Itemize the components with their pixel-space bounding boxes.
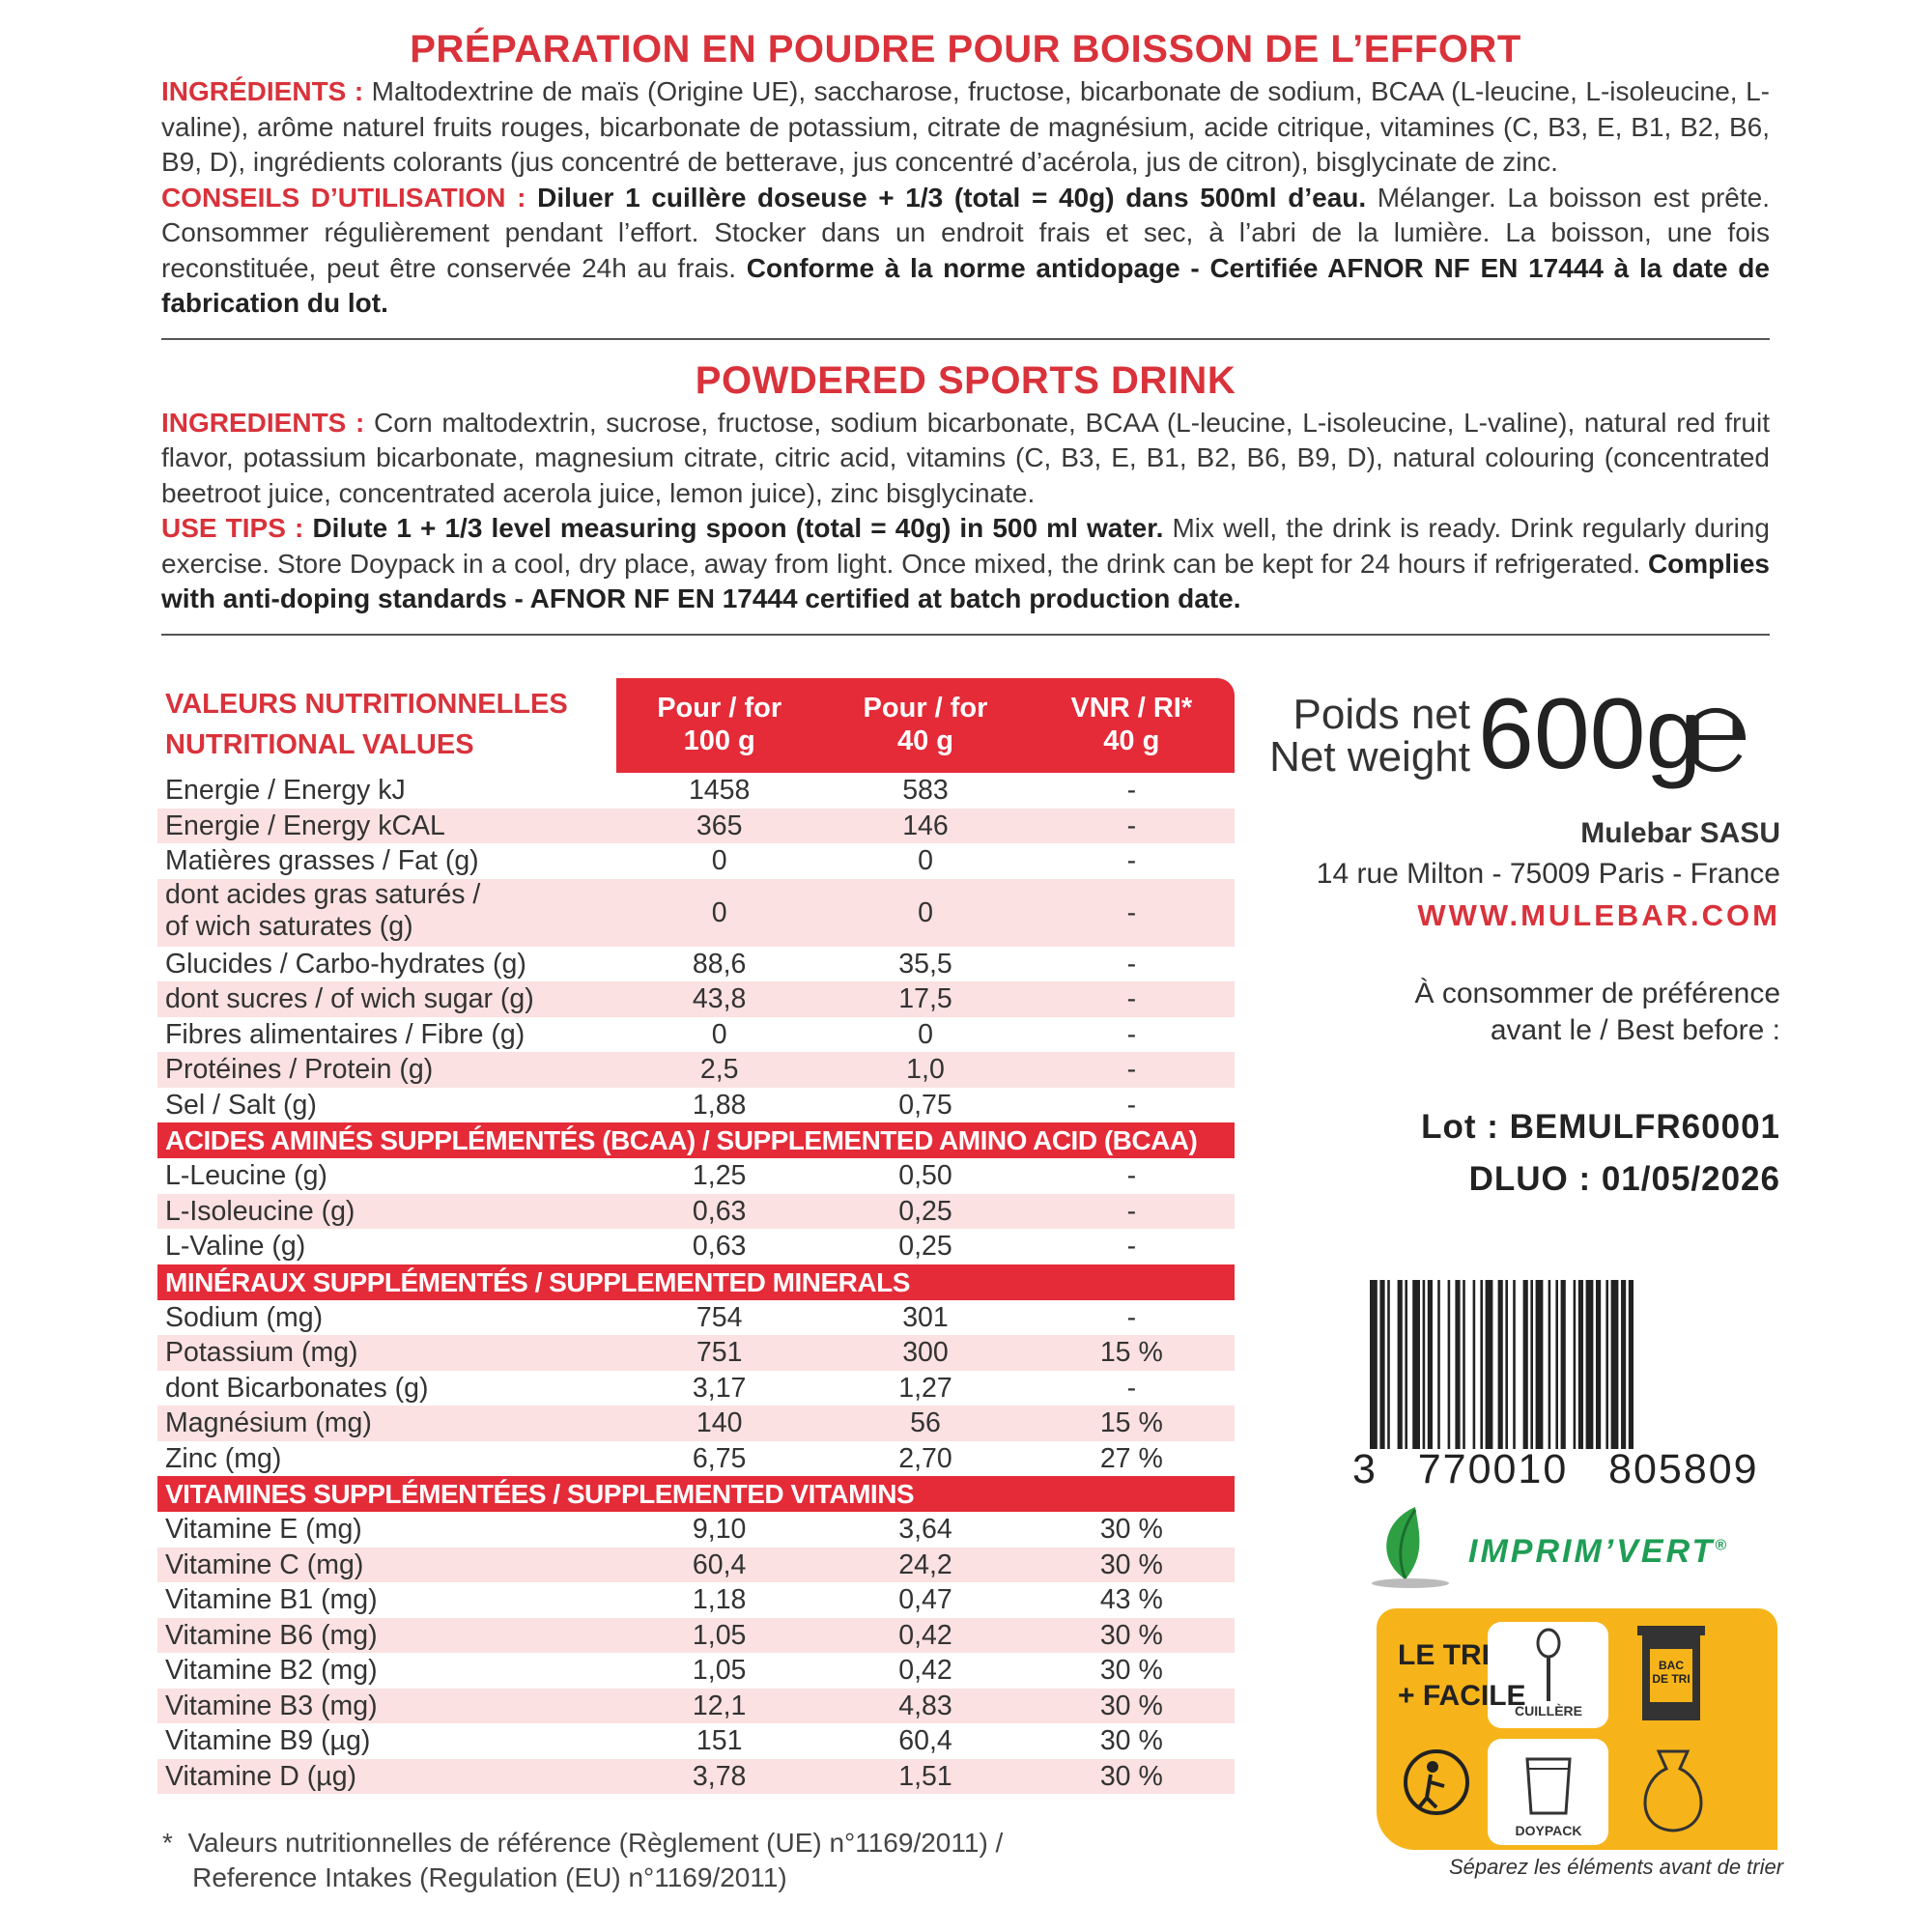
row-value-b: 0,47 xyxy=(898,1584,952,1615)
row-value-a: 60,4 xyxy=(692,1548,747,1580)
company-address: 14 rue Milton - 75009 Paris - France xyxy=(1316,858,1780,890)
lot-number: Lot : BEMULFR60001 xyxy=(1421,1108,1780,1146)
row-value-a: 1,18 xyxy=(692,1584,747,1615)
row-value-a: 1458 xyxy=(688,775,751,806)
row-label: Energie / Energy kJ xyxy=(165,775,406,806)
row-value-a: 754 xyxy=(696,1301,743,1333)
row-value-a: 151 xyxy=(696,1725,743,1756)
table-row xyxy=(157,1512,1235,1548)
table-row xyxy=(157,1618,1235,1654)
table-row xyxy=(157,947,1235,982)
row-value-a: 365 xyxy=(696,810,743,841)
row-value-a: 0 xyxy=(711,845,727,876)
bcaa-rows xyxy=(157,1158,1235,1264)
row-value-b: 146 xyxy=(902,810,949,841)
english-title: POWDERED SPORTS DRINK xyxy=(695,358,1236,402)
row-value-a: 1,88 xyxy=(692,1089,747,1121)
row-value-a: 140 xyxy=(696,1407,743,1438)
net-weight xyxy=(1256,666,1782,798)
row-value-a: 1,25 xyxy=(692,1160,747,1191)
row-label: dont acides gras saturés / of wich saturates (g) xyxy=(165,878,481,942)
dluo-date: DLUO : 01/05/2026 xyxy=(1468,1160,1780,1198)
row-value-c: 30 % xyxy=(1099,1760,1163,1792)
net-weight-label: Poids net Net weight xyxy=(1269,691,1470,781)
row-value-c: 30 % xyxy=(1099,1619,1163,1651)
table-row xyxy=(157,1371,1235,1406)
imprim-vert-logo: IMPRIM’VERT® xyxy=(1367,1502,1773,1589)
label-text-area xyxy=(161,24,1770,651)
row-value-c: 43 % xyxy=(1099,1584,1163,1615)
table-row xyxy=(157,1582,1235,1618)
divider xyxy=(161,634,1770,636)
row-value-a: 9,10 xyxy=(692,1514,747,1545)
row-value-c: - xyxy=(1126,845,1137,876)
row-value-a: 88,6 xyxy=(692,948,747,980)
english-ingredients: INGREDIENTS : Corn maltodextrin, sucrose, fructose, sodium bicarbonate, BCAA (L-leucine, L-isoleucine, L-valine), natural red fruit flavor, potassium bicarbonate, magnesium citrate, citric acid, vitamins (C, B3, E, B1, B2, B6, B9, D), natural colouring (concentrated beetroot juice, concentrated acerola juice, lemon juice), zinc bisglycinate. xyxy=(161,407,1770,508)
row-value-b: 4,83 xyxy=(898,1690,952,1721)
table-row xyxy=(157,1548,1235,1583)
row-value-b: 301 xyxy=(902,1301,949,1333)
nutrition-rows xyxy=(157,773,1235,1122)
row-value-c: - xyxy=(1126,1195,1137,1227)
nutrition-title: VALEURS NUTRITIONNELLES NUTRITIONAL VALUES xyxy=(165,689,568,760)
row-value-b: 2,70 xyxy=(898,1442,952,1474)
barcode-number: 3 770010 805809 xyxy=(1352,1446,1759,1492)
net-weight-value: 600g xyxy=(1478,678,1702,790)
row-value-a: 0,63 xyxy=(692,1231,747,1262)
table-row xyxy=(157,1300,1235,1336)
row-value-c: - xyxy=(1126,983,1137,1014)
estimated-sign-icon: ℮ xyxy=(1681,666,1751,795)
row-value-b: 583 xyxy=(902,775,949,806)
vitamin-rows xyxy=(157,1512,1235,1794)
row-label: L-Isoleucine (g) xyxy=(165,1195,355,1227)
table-row xyxy=(157,1335,1235,1371)
row-value-b: 0 xyxy=(918,1018,933,1050)
row-label: Zinc (mg) xyxy=(165,1442,282,1474)
row-value-a: 1,05 xyxy=(692,1655,747,1686)
row-value-c: 27 % xyxy=(1099,1442,1163,1474)
row-value-c: - xyxy=(1126,1054,1137,1085)
row-label: Vitamine B3 (mg) xyxy=(165,1690,378,1721)
section-minerals: MINÉRAUX SUPPLÉMENTÉS / SUPPLEMENTED MINERALS xyxy=(157,1264,1235,1300)
section-vitamins: VITAMINES SUPPLÉMENTÉES / SUPPLEMENTED VITAMINS xyxy=(157,1476,1235,1512)
row-value-b: 17,5 xyxy=(898,983,952,1014)
imprim-vert-text: IMPRIM’VERT xyxy=(1468,1533,1716,1570)
table-row xyxy=(157,1689,1235,1724)
table-row xyxy=(157,1406,1235,1441)
row-value-b: 1,0 xyxy=(906,1054,945,1085)
col-per-100g: Pour / for 100 g xyxy=(657,693,782,756)
row-label: dont Bicarbonates (g) xyxy=(165,1372,429,1404)
row-label: Vitamine C (mg) xyxy=(165,1548,364,1580)
barcode-icon xyxy=(1362,1280,1753,1473)
row-value-a: 751 xyxy=(696,1337,743,1368)
row-value-b: 56 xyxy=(910,1407,941,1438)
row-label: dont sucres / of wich sugar (g) xyxy=(165,983,534,1014)
table-row xyxy=(157,1158,1235,1194)
row-value-c: - xyxy=(1126,1018,1137,1050)
row-label: Fibres alimentaires / Fibre (g) xyxy=(165,1018,526,1050)
row-value-c: 30 % xyxy=(1099,1514,1163,1545)
col-per-40g: Pour / for 40 g xyxy=(863,693,988,756)
table-row xyxy=(157,843,1235,879)
table-row xyxy=(157,879,1235,947)
mineral-rows xyxy=(157,1300,1235,1477)
table-row xyxy=(157,1759,1235,1795)
row-label: Vitamine B1 (mg) xyxy=(165,1584,378,1615)
row-label: Vitamine B6 (mg) xyxy=(165,1619,378,1651)
english-usage: USE TIPS : Dilute 1 + 1/3 level measuring spoon (total = 40g) in 500 ml water. Mix well, the drink is ready. Drink regularly during exercise. Store Doypack in a cool, dry place, away from light. Once mixed, the drink can be kept for 24 hours if refrigerated. Complies with anti-doping standards - AFNOR NF EN 17444 certified at batch production date. xyxy=(161,513,1771,613)
table-row xyxy=(157,1229,1235,1264)
row-label: Energie / Energy kCAL xyxy=(165,810,445,841)
trash-bag-icon xyxy=(1630,1742,1717,1838)
row-value-c: - xyxy=(1126,810,1137,841)
row-label: L-Leucine (g) xyxy=(165,1160,327,1191)
row-value-c: 30 % xyxy=(1099,1655,1163,1686)
row-value-c: - xyxy=(1126,1372,1137,1404)
nutrition-table xyxy=(157,678,1235,1794)
row-label: Vitamine E (mg) xyxy=(165,1514,362,1545)
row-value-b: 1,27 xyxy=(898,1372,952,1404)
doypack-caption: DOYPACK xyxy=(1515,1823,1582,1838)
lot-info xyxy=(1421,1101,1780,1206)
table-row xyxy=(157,1441,1235,1477)
row-label: Protéines / Protein (g) xyxy=(165,1054,434,1085)
column-headers xyxy=(616,678,1235,773)
row-value-b: 3,64 xyxy=(898,1514,952,1545)
row-value-a: 0,63 xyxy=(692,1195,747,1227)
row-label: Vitamine B9 (µg) xyxy=(165,1725,371,1756)
row-label: Vitamine B2 (mg) xyxy=(165,1655,378,1686)
pouch-icon xyxy=(1520,1751,1577,1819)
row-label: Glucides / Carbo-hydrates (g) xyxy=(165,948,526,980)
row-value-c: - xyxy=(1126,775,1137,806)
table-row xyxy=(157,1017,1235,1053)
row-label: Sodium (mg) xyxy=(165,1301,324,1333)
row-value-b: 60,4 xyxy=(898,1725,952,1756)
row-value-a: 6,75 xyxy=(692,1442,747,1474)
row-value-c: 15 % xyxy=(1099,1407,1163,1438)
cuillere-caption: CUILLÈRE xyxy=(1515,1703,1582,1719)
footnote: * Valeurs nutritionnelles de référence (Règlement (UE) n°1169/2011) / Reference Intakes (Regulation (EU) n°1169/2011) xyxy=(162,1828,1004,1892)
row-value-c: 30 % xyxy=(1099,1548,1163,1580)
row-value-c: - xyxy=(1126,948,1137,980)
row-value-b: 0 xyxy=(918,845,933,876)
nutrition-table-header xyxy=(157,678,1235,773)
row-value-c: - xyxy=(1126,1089,1137,1121)
website-link[interactable]: WWW.MULEBAR.COM xyxy=(1417,898,1780,932)
spoon-icon xyxy=(1529,1628,1568,1705)
le-tri-label: LE TRI + FACILE xyxy=(1398,1639,1526,1712)
row-value-c: - xyxy=(1126,1231,1137,1262)
row-label: Magnésium (mg) xyxy=(165,1407,372,1438)
row-value-b: 0,75 xyxy=(898,1089,952,1121)
row-value-b: 1,51 xyxy=(898,1760,952,1792)
row-value-b: 0,25 xyxy=(898,1195,952,1227)
divider xyxy=(161,338,1770,340)
row-label: Vitamine D (µg) xyxy=(165,1760,357,1792)
french-ingredients: INGRÉDIENTS : Maltodextrine de maïs (Origine UE), saccharose, fructose, bicarbonate de sodium, BCAA (L-leucine, L-isoleucine, L-valine), arôme naturel fruits rouges, bicarbonate de potassium, citrate de magnésium, acide citrique, vitamines (C, B3, E, B1, B2, B6, B9, D), ingrédients colorants (jus concentré de betterave, jus concentré d’acérola, jus de citron), bisglycinate de zinc. xyxy=(161,76,1770,177)
row-value-b: 300 xyxy=(902,1337,949,1368)
french-title: PRÉPARATION EN POUDRE POUR BOISSON DE L’EFFORT xyxy=(410,28,1521,71)
best-before-label: À consommer de préférence avant le / Best before : xyxy=(1414,978,1780,1046)
row-value-a: 1,05 xyxy=(692,1619,747,1651)
triman-icon xyxy=(1398,1744,1475,1821)
table-row xyxy=(157,1088,1235,1123)
row-value-c: 15 % xyxy=(1099,1337,1163,1368)
row-value-c: - xyxy=(1126,1160,1137,1191)
row-value-a: 0 xyxy=(711,1018,727,1050)
table-row xyxy=(157,1723,1235,1759)
col-ri: VNR / RI* 40 g xyxy=(1070,693,1193,756)
company-name: Mulebar SASU xyxy=(1580,817,1780,849)
row-value-a: 2,5 xyxy=(699,1054,739,1085)
row-value-a: 0 xyxy=(711,896,727,928)
row-value-b: 24,2 xyxy=(898,1548,952,1580)
row-label: Sel / Salt (g) xyxy=(165,1089,317,1121)
leaf-icon xyxy=(1367,1502,1473,1589)
french-usage: CONSEILS D’UTILISATION : Diluer 1 cuillère doseuse + 1/3 (total = 40g) dans 500ml d’eau. Mélanger. La boisson est prête. Consommer régulièrement pendant l’effort. Stocker dans un endroit frais et sec, à l’abri de la lumière. La boisson, une fois reconstituée, peut être conservée 24h au frais. Conforme à la norme antidopage - Certifiée AFNOR NF EN 17444 à la date de fabrication du lot. xyxy=(161,182,1770,318)
row-value-b: 0,25 xyxy=(898,1231,952,1262)
row-value-b: 0,50 xyxy=(898,1160,952,1191)
row-label: L-Valine (g) xyxy=(165,1231,306,1262)
row-value-b: 35,5 xyxy=(898,948,952,980)
separate-elements-note: Séparez les éléments avant de trier xyxy=(1449,1855,1784,1879)
table-row xyxy=(157,773,1235,809)
row-label: Matières grasses / Fat (g) xyxy=(165,845,479,876)
row-value-c: 30 % xyxy=(1099,1690,1163,1721)
table-row xyxy=(157,809,1235,844)
triman-recycling-info xyxy=(1377,1608,1777,1850)
row-value-a: 43,8 xyxy=(692,983,747,1014)
table-row xyxy=(157,1194,1235,1230)
row-value-c: 30 % xyxy=(1099,1725,1163,1756)
row-value-a: 12,1 xyxy=(692,1690,747,1721)
row-value-a: 3,78 xyxy=(692,1760,747,1792)
row-value-c: - xyxy=(1126,1301,1137,1333)
row-value-c: - xyxy=(1126,896,1137,928)
row-label: Potassium (mg) xyxy=(165,1337,358,1368)
row-value-b: 0,42 xyxy=(898,1655,952,1686)
row-value-a: 3,17 xyxy=(692,1372,747,1404)
section-bcaa: ACIDES AMINÉS SUPPLÉMENTÉS (BCAA) / SUPPLEMENTED AMINO ACID (BCAA) xyxy=(157,1122,1235,1158)
row-value-b: 0,42 xyxy=(898,1619,952,1651)
table-row xyxy=(157,1052,1235,1088)
row-value-b: 0 xyxy=(918,896,933,928)
table-row xyxy=(157,981,1235,1017)
bac-de-tri-caption: BAC DE TRI xyxy=(1652,1659,1690,1686)
table-row xyxy=(157,1653,1235,1689)
